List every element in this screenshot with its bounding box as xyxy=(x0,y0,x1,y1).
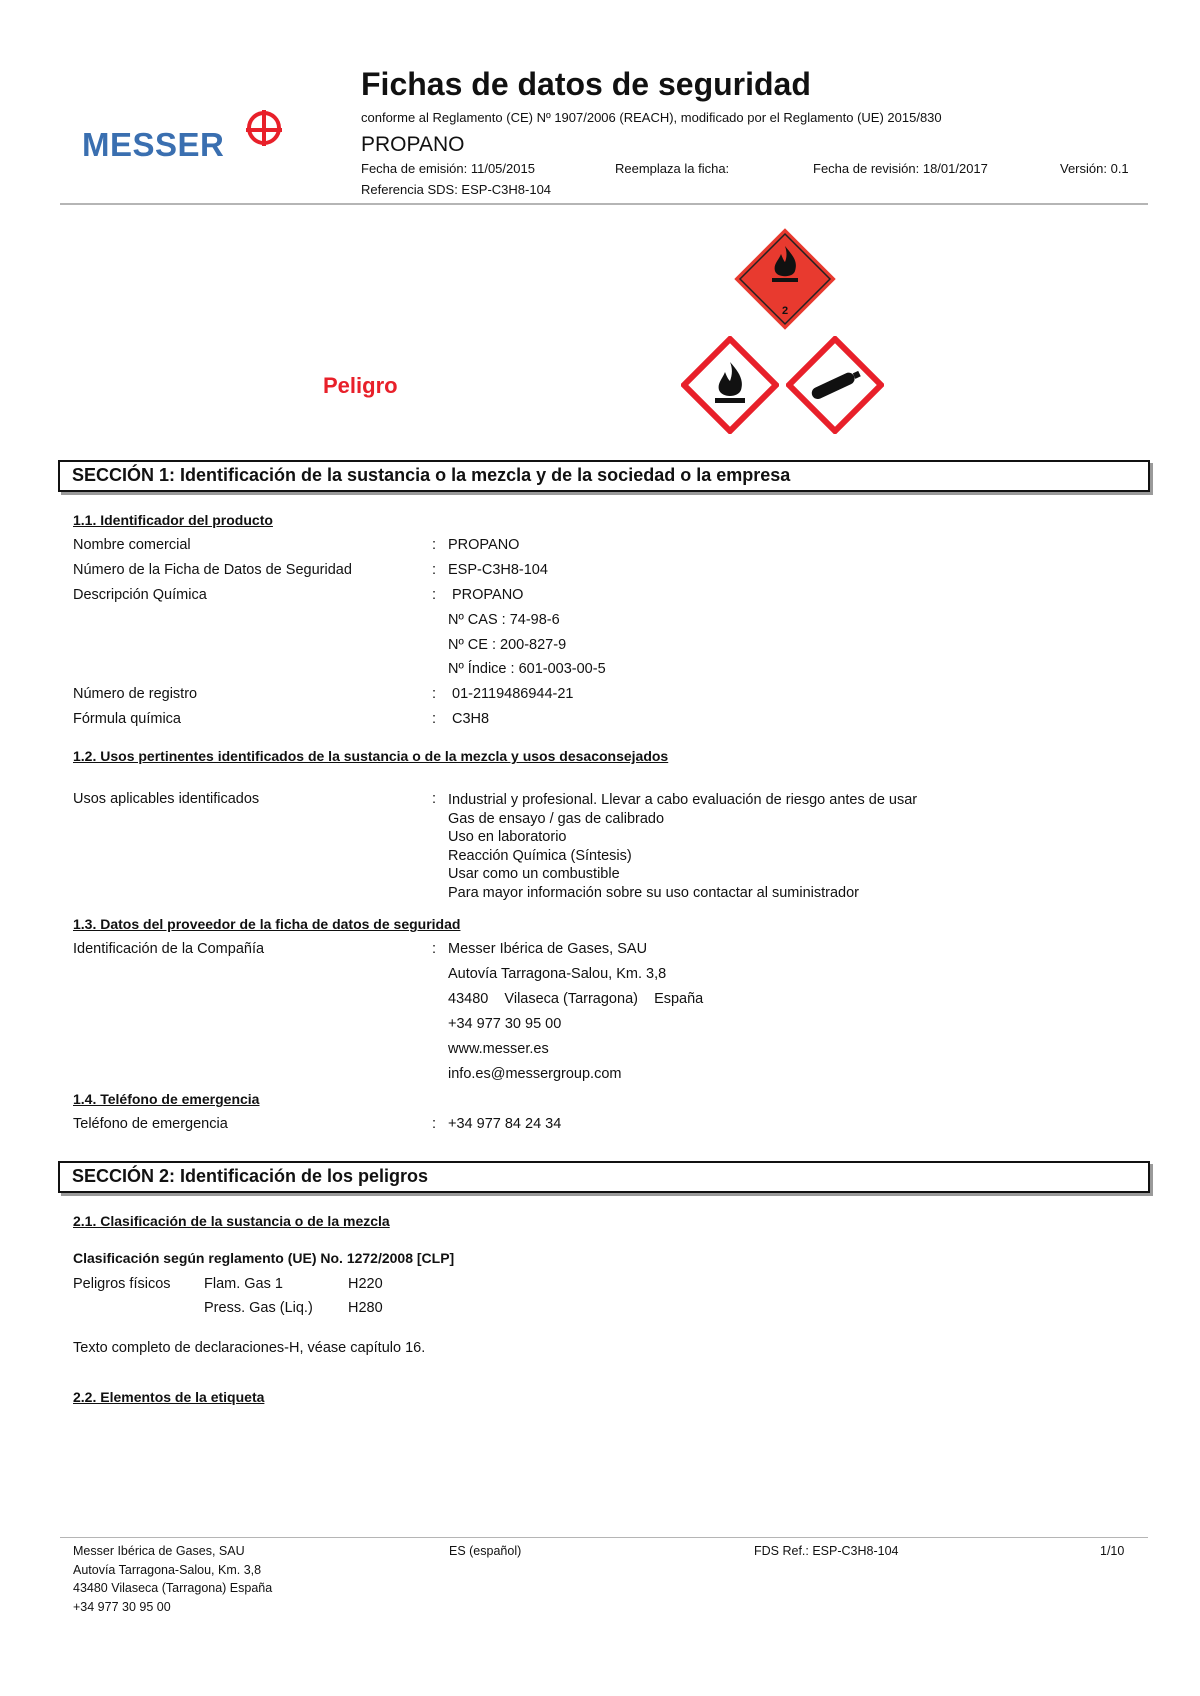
regulation-subtitle: conforme al Reglamento (CE) Nº 1907/2006 (REACH), modificado por el Reglamento (UE) 2015/830 xyxy=(361,110,942,125)
issue-date: Fecha de emisión: 11/05/2015 xyxy=(361,161,535,176)
footer-page-number: 1/10 xyxy=(1100,1544,1125,1558)
use-item: Reacción Química (Síntesis) xyxy=(448,847,632,864)
footer-company xyxy=(73,1542,272,1616)
signal-word: Peligro xyxy=(323,373,398,398)
company-city: 43480 Vilaseca (Tarragona) España xyxy=(448,991,704,1007)
revision-date: Fecha de revisión: 18/01/2017 xyxy=(813,161,988,176)
company-email-link[interactable]: info.es@messergroup.com xyxy=(448,1066,622,1082)
subsection-2-1-heading: 2.1. Clasificación de la sustancia o de la mezcla xyxy=(73,1213,390,1229)
index-number: Nº Índice : 601-003-00-5 xyxy=(448,661,606,677)
chemical-description-value: PROPANO xyxy=(452,587,524,603)
company-name: Messer Ibérica de Gases, SAU xyxy=(448,941,648,957)
use-item: Uso en laboratorio xyxy=(448,829,567,845)
header-divider xyxy=(60,203,1148,205)
use-item: Industrial y profesional. Llevar a cabo evaluación de riesgo antes de usar xyxy=(448,792,918,808)
logo-text: MESSER xyxy=(82,126,225,163)
product-name: PROPANO xyxy=(361,133,465,156)
colon: : xyxy=(432,941,437,957)
hazard-statement-code: H280 xyxy=(348,1300,383,1316)
use-item: Gas de ensayo / gas de calibrado xyxy=(448,810,665,827)
transport-class2-label xyxy=(734,228,836,330)
transport-class-number: 2 xyxy=(781,305,789,317)
footer-sds-ref: FDS Ref.: ESP-C3H8-104 xyxy=(754,1544,899,1558)
company-address: Autovía Tarragona-Salou, Km. 3,8 xyxy=(448,966,667,982)
colon: : xyxy=(432,711,437,727)
footer-company-line: +34 977 30 95 00 xyxy=(73,1599,171,1614)
subsection-1-3-heading: 1.3. Datos del proveedor de la ficha de datos de seguridad xyxy=(73,916,461,932)
use-item: Para mayor información sobre su uso contactar al suministrador xyxy=(448,884,860,901)
footer-company-line: Autovía Tarragona-Salou, Km. 3,8 xyxy=(73,1562,262,1577)
subsection-1-1-heading: 1.1. Identificador del producto xyxy=(73,512,273,528)
colon: : xyxy=(432,686,437,702)
section-1-header xyxy=(58,460,1150,492)
footer-company-line: 43480 Vilaseca (Tarragona) España xyxy=(73,1581,273,1595)
emergency-phone-value: +34 977 84 24 34 xyxy=(448,1116,562,1132)
chemical-formula-label: Fórmula química xyxy=(73,711,181,727)
document-title: Fichas de datos de seguridad xyxy=(361,66,811,102)
h-statements-note: Texto completo de declaraciones-H, véase capítulo 16. xyxy=(73,1340,426,1356)
identified-uses-list xyxy=(448,791,917,902)
footer-divider xyxy=(60,1537,1148,1538)
colon: : xyxy=(432,562,437,578)
physical-hazards-label: Peligros físicos xyxy=(73,1276,171,1292)
chemical-formula-value: C3H8 xyxy=(452,711,490,727)
trade-name-label: Nombre comercial xyxy=(73,537,191,553)
ec-number: Nº CE : 200-827-9 xyxy=(448,637,567,653)
version: Versión: 0.1 xyxy=(1060,161,1129,176)
emergency-phone-label: Teléfono de emergencia xyxy=(73,1116,228,1132)
colon: : xyxy=(432,587,437,603)
identified-uses-label: Usos aplicables identificados xyxy=(73,791,260,807)
company-website-link[interactable]: www.messer.es xyxy=(448,1041,549,1057)
colon: : xyxy=(432,1116,437,1132)
footer-company-line: Messer Ibérica de Gases, SAU xyxy=(73,1544,245,1558)
section-2-title: SECCIÓN 2: Identificación de los peligros xyxy=(72,1166,429,1186)
sds-number-value: ESP-C3H8-104 xyxy=(448,562,548,578)
footer-language: ES (español) xyxy=(449,1544,522,1558)
ghs02-flammable-pictogram xyxy=(681,336,779,434)
section-1-title: SECCIÓN 1: Identificación de la sustancia o la mezcla y de la sociedad o la empresa xyxy=(72,465,791,485)
chemical-description-label: Descripción Química xyxy=(73,587,207,603)
subsection-1-2-heading: 1.2. Usos pertinentes identificados de la sustancia o de la mezcla y usos desaconsejados xyxy=(73,748,669,764)
colon: : xyxy=(432,537,437,553)
colon: : xyxy=(432,791,437,807)
trade-name-value: PROPANO xyxy=(448,537,520,553)
subsection-2-2-heading: 2.2. Elementos de la etiqueta xyxy=(73,1389,265,1405)
hazard-class: Flam. Gas 1 xyxy=(204,1276,283,1292)
company-identification-label: Identificación de la Compañía xyxy=(73,941,265,957)
company-phone: +34 977 30 95 00 xyxy=(448,1016,562,1032)
hazard-class: Press. Gas (Liq.) xyxy=(204,1300,313,1316)
hazard-statement-code: H220 xyxy=(348,1276,383,1292)
subsection-1-4-heading: 1.4. Teléfono de emergencia xyxy=(73,1091,260,1107)
sds-number-label: Número de la Ficha de Datos de Seguridad xyxy=(73,562,352,578)
section-2-header xyxy=(58,1161,1150,1193)
ghs04-gas-under-pressure-pictogram xyxy=(786,336,884,434)
replaces-sheet: Reemplaza la ficha: xyxy=(615,161,730,176)
registration-number-value: 01-2119486944-21 xyxy=(452,686,574,702)
cas-number: Nº CAS : 74-98-6 xyxy=(448,612,560,628)
messer-logo xyxy=(82,108,282,168)
sds-reference: Referencia SDS: ESP-C3H8-104 xyxy=(361,182,552,197)
registration-number-label: Número de registro xyxy=(73,686,198,702)
clp-classification-heading: Clasificación según reglamento (UE) No. 1272/2008 [CLP] xyxy=(73,1250,455,1266)
messer-logo-icon xyxy=(244,108,284,148)
use-item: Usar como un combustible xyxy=(448,866,620,882)
